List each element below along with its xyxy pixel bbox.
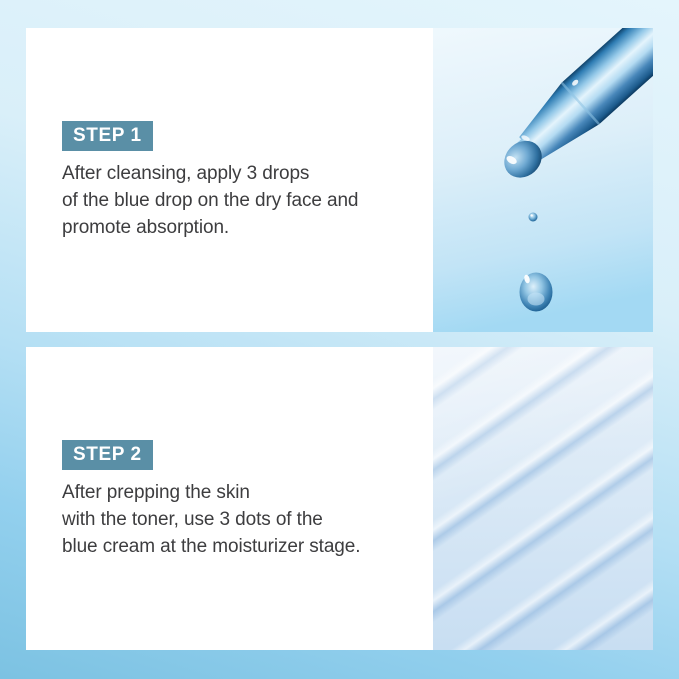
step-1-badge: STEP 1 [62,121,153,151]
step-2-panel [26,347,653,650]
step-1-text-block [26,28,433,332]
step-2-text-block [26,347,433,650]
step-1-description [62,160,413,241]
step-1-description-line-2: of the blue drop on the dry face and [62,190,359,211]
step-1-panel [26,28,653,332]
step-1-description-line-1: After cleansing, apply 3 drops [62,163,310,184]
step-2-description-line-3: blue cream at the moisturizer stage. [62,536,361,557]
step-2-description [62,479,413,560]
step-1-photo [433,28,653,332]
small-droplet [529,213,538,222]
step-2-description-line-2: with the toner, use 3 dots of the [62,509,323,530]
step-2-photo [433,347,653,650]
step-2-description-line-1: After prepping the skin [62,482,250,503]
step-2-badge: STEP 2 [62,440,153,470]
dropper-illustration [433,28,653,332]
step-1-description-line-3: promote absorption. [62,217,230,238]
